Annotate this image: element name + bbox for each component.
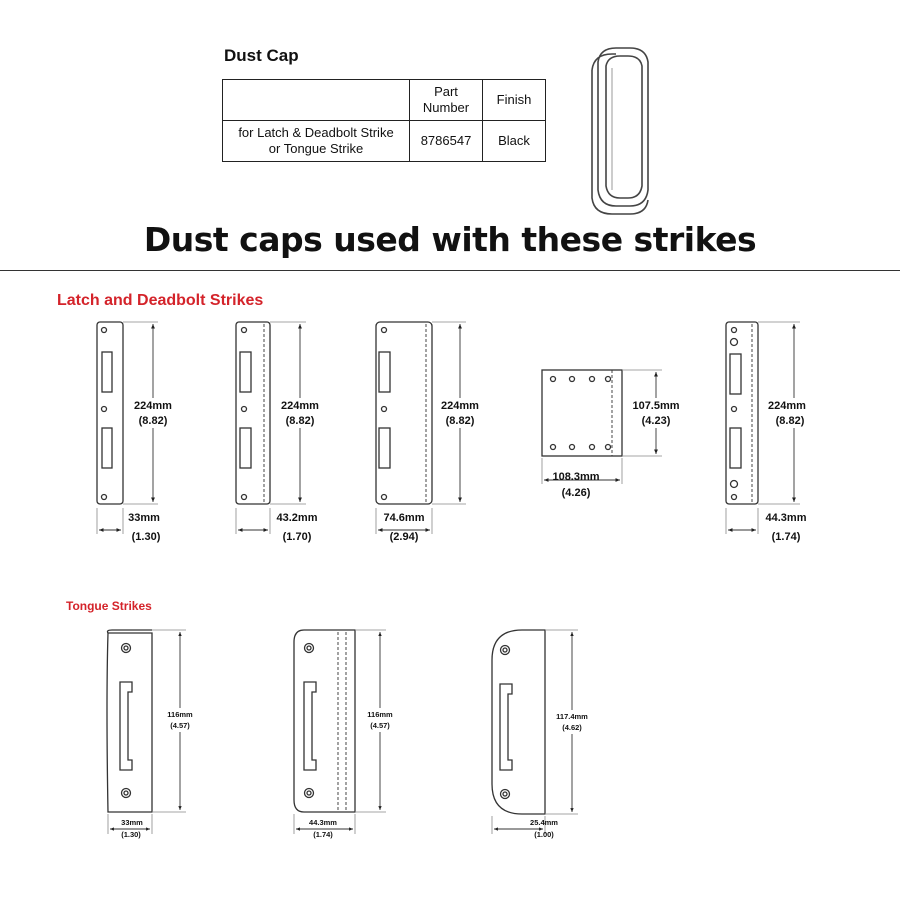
latch-1-height-mm: 224mm bbox=[134, 400, 172, 412]
latch-strikes-drawing bbox=[0, 310, 900, 570]
latch-4-height-mm: 107.5mm bbox=[632, 400, 680, 412]
latch-5-height-in: (8.82) bbox=[775, 415, 805, 427]
table-row bbox=[223, 121, 546, 162]
latch-1-height-in: (8.82) bbox=[138, 415, 168, 427]
latch-1-width-mm: 33mm bbox=[128, 512, 160, 524]
latch-3-width-mm: 74.6mm bbox=[383, 512, 425, 524]
latch-4-width-in: (4.26) bbox=[561, 487, 591, 499]
latch-5-width-in: (1.74) bbox=[771, 531, 801, 543]
table-header-row bbox=[223, 80, 546, 121]
table-header-description bbox=[223, 80, 410, 121]
latch-5-width-mm: 44.3mm bbox=[765, 512, 807, 524]
dust-cap-title: Dust Cap bbox=[224, 46, 299, 65]
tongue-2-height-in: (4.57) bbox=[370, 721, 390, 730]
latch-1-width-in: (1.30) bbox=[131, 531, 161, 543]
latch-3-height-in: (8.82) bbox=[445, 415, 475, 427]
headline: Dust caps used with these strikes bbox=[143, 220, 757, 259]
tongue-3-height-mm: 117.4mm bbox=[556, 712, 588, 721]
table-header-part-number: Part Number bbox=[410, 80, 483, 121]
tongue-3-height-in: (4.62) bbox=[562, 723, 582, 732]
tongue-2-width-in: (1.74) bbox=[313, 830, 333, 839]
latch-2-height-in: (8.82) bbox=[285, 415, 315, 427]
latch-4-height-in: (4.23) bbox=[641, 415, 671, 427]
tongue-1-height-in: (4.57) bbox=[170, 721, 190, 730]
latch-2-width-mm: 43.2mm bbox=[276, 512, 318, 524]
dust-cap-illustration bbox=[580, 40, 670, 220]
latch-2-height-mm: 224mm bbox=[281, 400, 319, 412]
latch-3-height-mm: 224mm bbox=[441, 400, 479, 412]
latch-4-width-mm: 108.3mm bbox=[552, 471, 600, 483]
latch-3-width-in: (2.94) bbox=[389, 531, 419, 543]
section-divider bbox=[0, 270, 900, 271]
tongue-3-width-mm: 25.4mm bbox=[530, 818, 558, 827]
tongue-3-width-in: (1.00) bbox=[534, 830, 554, 839]
tongue-strikes-drawing bbox=[0, 620, 900, 850]
table-cell-part-number: 8786547 bbox=[410, 121, 483, 162]
dust-cap-spec-table bbox=[222, 79, 546, 162]
tongue-section-heading: Tongue Strikes bbox=[66, 599, 152, 613]
latch-section-heading: Latch and Deadbolt Strikes bbox=[57, 292, 264, 309]
table-cell-finish: Black bbox=[483, 121, 546, 162]
table-cell-description: for Latch & Deadbolt Strike or Tongue Strike bbox=[223, 121, 410, 162]
tongue-1-width-mm: 33mm bbox=[121, 818, 143, 827]
table-header-finish: Finish bbox=[483, 80, 546, 121]
tongue-1-height-mm: 116mm bbox=[167, 710, 193, 719]
tongue-1-width-in: (1.30) bbox=[121, 830, 141, 839]
tongue-2-width-mm: 44.3mm bbox=[309, 818, 337, 827]
latch-2-width-in: (1.70) bbox=[282, 531, 312, 543]
latch-5-height-mm: 224mm bbox=[768, 400, 806, 412]
tongue-2-height-mm: 116mm bbox=[367, 710, 393, 719]
